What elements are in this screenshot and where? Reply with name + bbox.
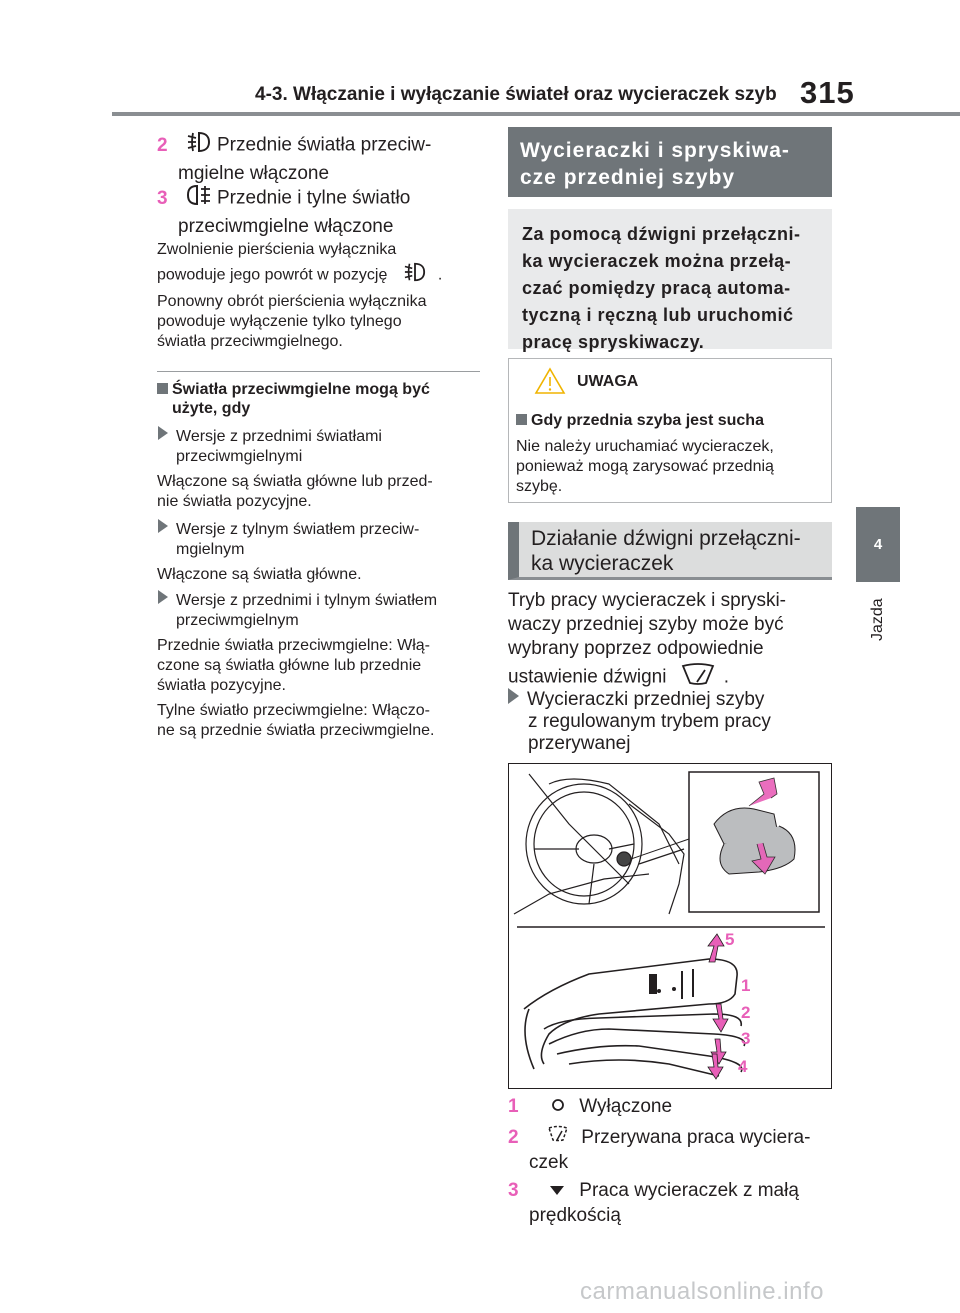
front-fog-light-icon	[185, 130, 213, 161]
item-number: 3	[508, 1180, 519, 1201]
caution-text	[516, 437, 774, 497]
header-rule	[112, 112, 960, 116]
item-text-line2: mgielne włączone	[178, 163, 330, 184]
caution-line: szybę.	[516, 478, 563, 495]
bullet-desc: nie światła pozycyjne.	[157, 493, 312, 510]
page-number: 315	[800, 75, 855, 110]
fog-item-2	[157, 130, 487, 186]
lever-intro	[508, 589, 838, 694]
bullet-front-fog	[158, 426, 488, 512]
watermark: carmanualsonline.info	[580, 1278, 824, 1305]
bullet-line: z regulowanym trybem pracy	[528, 711, 771, 732]
diagram-label: 5	[725, 930, 735, 949]
section-title-lever	[508, 522, 832, 580]
off-circle-icon	[551, 1094, 565, 1119]
bullet-desc: Włączone są światła główne lub przed-	[157, 473, 433, 490]
item-number: 3	[157, 187, 168, 209]
item-text-line: Przerywana praca wyciera-	[581, 1127, 811, 1148]
bullet-line: Wycieraczki przedniej szyby	[527, 689, 765, 710]
item-text-line2: przeciwmgielne włączone	[178, 216, 394, 237]
lever-item-3	[508, 1178, 838, 1228]
paragraph-line: .	[437, 266, 443, 284]
bullet-desc: Tylne światło przeciwmgielne: Włączo-	[157, 702, 430, 719]
paragraph-line: powoduje jego powrót w pozycję	[157, 266, 388, 284]
bullet-front-rear-fog	[158, 590, 488, 741]
triangle-bullet-icon	[158, 590, 168, 604]
summary-line: pracę spryskiwaczy.	[522, 332, 705, 352]
body-line: ustawienie dźwigni	[508, 666, 667, 688]
chapter-tab-label: Jazda	[869, 598, 886, 642]
lever-item-1	[508, 1094, 838, 1119]
summary-line: Za pomocą dźwigni przełączni-	[522, 224, 801, 244]
section-title-line: Działanie dźwigni przełączni-	[531, 527, 801, 550]
front-rear-fog-light-icon	[185, 183, 213, 214]
item-text-line: prędkością	[529, 1205, 621, 1227]
section-title-line: Wycieraczki i spryskiwa-	[520, 139, 790, 162]
wiper-lever-illustration	[508, 763, 832, 1089]
summary-line: czać pomiędzy pracą automa-	[522, 278, 791, 298]
body-line: waczy przedniej szyby może być	[508, 614, 784, 635]
front-fog-light-icon	[402, 261, 428, 290]
triangle-bullet-icon	[158, 519, 168, 533]
down-triangle-icon	[549, 1178, 565, 1203]
item-text-line: Praca wycieraczek z małą	[579, 1180, 799, 1201]
chapter-title: 4-3. Włączanie i wyłączanie świateł oraz wycieraczek szyb	[255, 84, 777, 105]
bullet-rear-fog	[158, 519, 488, 585]
diagram-label: 2	[741, 1003, 751, 1022]
item-text-line: Wyłączone	[579, 1096, 673, 1117]
body-line: .	[723, 666, 729, 688]
divider	[157, 371, 480, 372]
summary-line: ka wycieraczek można przełą-	[522, 251, 792, 271]
paragraph-rear-off	[157, 292, 487, 352]
illustration-drawing	[509, 764, 831, 1088]
caution-line: ponieważ mogą zarysować przednią	[516, 458, 774, 475]
bullet-desc: czone są światła główne lub przednie	[157, 657, 422, 674]
square-bullet-icon	[157, 383, 168, 394]
intermittent-wiper-icon	[547, 1125, 569, 1150]
lever-item-2	[508, 1125, 838, 1175]
item-text-line1: Przednie światła przeciw-	[217, 134, 432, 156]
bullet-line: Wersje z przednimi światłami	[176, 428, 382, 445]
fog-item-3	[157, 183, 487, 239]
bullet-line: Wersje z tylnym światłem przeciw-	[176, 521, 420, 538]
diagram-label: 4	[738, 1057, 748, 1076]
square-bullet-icon	[516, 414, 527, 425]
item-number: 2	[508, 1127, 519, 1148]
paragraph-line: powoduje wyłączenie tylko tylnego	[157, 313, 402, 330]
bullet-line: przeciwmgielnymi	[176, 448, 303, 465]
section-title-line: cze przedniej szyby	[520, 166, 736, 189]
bullet-line: mgielnym	[176, 541, 245, 558]
bullet-desc: światła pozycyjne.	[157, 677, 286, 694]
item-text-line: czek	[529, 1152, 569, 1174]
bullet-intermittent-version	[508, 688, 838, 755]
section-title-wipers	[508, 127, 832, 197]
bullet-line: przerywanej	[528, 733, 631, 754]
chapter-tab: 4	[856, 507, 900, 582]
section-summary	[508, 209, 832, 352]
bullet-line: Wersje z przednimi i tylnym światłem	[176, 592, 438, 609]
summary-line: tyczną i ręczną lub uruchomić	[522, 305, 794, 325]
caution-line: Nie należy uruchamiać wycieraczek,	[516, 438, 774, 455]
paragraph-line: Zwolnienie pierścienia wyłącznika	[157, 241, 397, 258]
item-number: 2	[157, 134, 168, 156]
body-line: Tryb pracy wycieraczek i spryski-	[508, 590, 787, 611]
caution-subhead	[516, 411, 764, 430]
caution-label: UWAGA	[577, 373, 639, 390]
bullet-line: przeciwmgielnym	[176, 612, 299, 629]
subhead-line: użyte, gdy	[172, 400, 251, 417]
item-number: 1	[508, 1096, 519, 1117]
diagram-label: 3	[741, 1029, 751, 1048]
bullet-desc: Przednie światła przeciwmgielne: Włą-	[157, 637, 430, 654]
triangle-bullet-icon	[158, 426, 168, 440]
bullet-desc: Włączone są światła główne.	[157, 566, 362, 583]
warning-triangle-icon	[534, 367, 566, 400]
triangle-bullet-icon	[508, 688, 519, 704]
subhead-line: Światła przeciwmgielne mogą być	[172, 381, 430, 398]
paragraph-line: Ponowny obrót pierścienia wyłącznika	[157, 293, 427, 310]
caution-subhead-text: Gdy przednia szyba jest sucha	[531, 412, 764, 429]
item-text-line1: Przednie i tylne światło	[217, 187, 411, 209]
caution-box	[508, 358, 832, 503]
fog-usage-subhead	[157, 380, 487, 418]
section-title-line: ka wycieraczek	[531, 552, 674, 575]
paragraph-line: światła przeciwmgielnego.	[157, 333, 343, 350]
body-line: wybrany poprzez odpowiednie	[508, 638, 764, 659]
diagram-label: 1	[741, 976, 751, 995]
bullet-desc: ne są przednie światła przeciwmgielne.	[157, 722, 435, 739]
paragraph-ring-release	[157, 239, 487, 290]
